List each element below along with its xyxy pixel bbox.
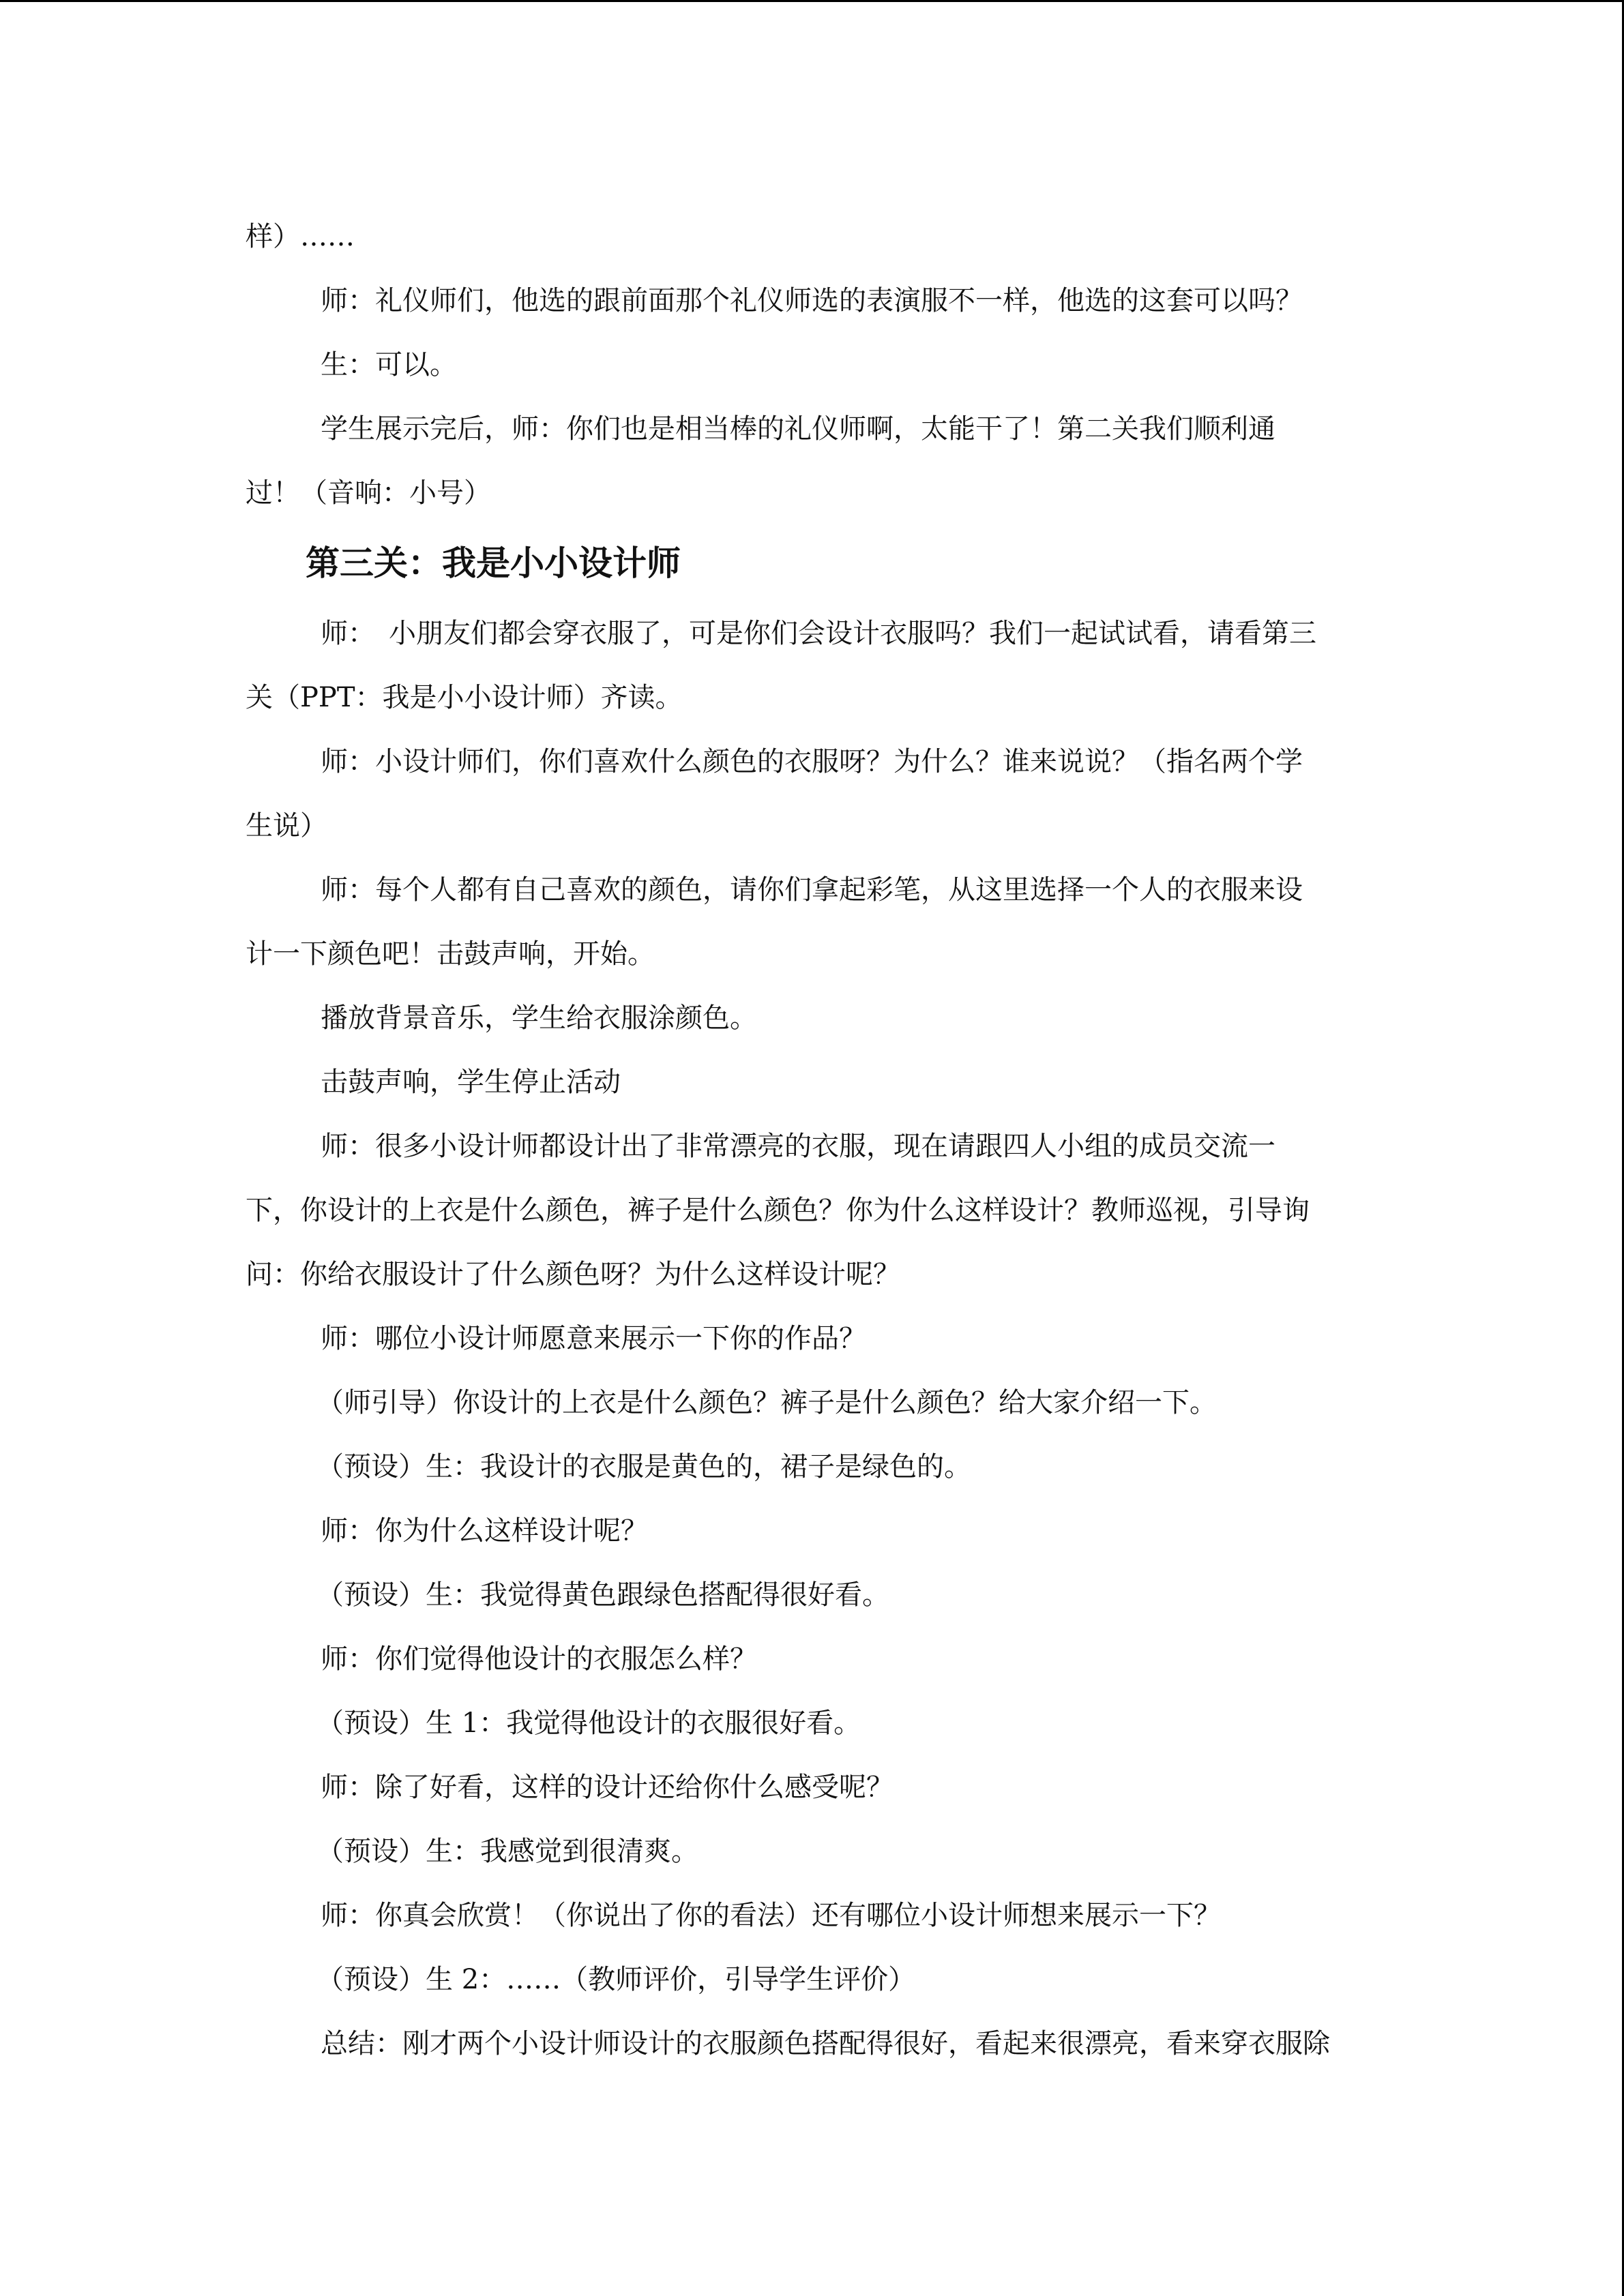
paragraph-line: 师：你为什么这样设计呢？	[321, 1515, 648, 1547]
document-body	[246, 205, 1391, 2076]
paragraph-line: （预设）生 2：……（教师评价，引导学生评价）	[316, 1964, 916, 1995]
paragraph-line: 师：除了好看，这样的设计还给你什么感受呢？	[321, 1772, 894, 1803]
paragraph-line: 下，你设计的上衣是什么颜色，裤子是什么颜色？你为什么这样设计？教师巡视，引导询	[246, 1195, 1310, 1226]
paragraph-line: （预设）生：我感觉到很清爽。	[316, 1836, 698, 1867]
paragraph-line: 关（PPT：我是小小设计师）齐读。	[246, 682, 683, 713]
paragraph-line: 击鼓声响，学生停止活动	[321, 1067, 621, 1098]
paragraph-line: 师：很多小设计师都设计出了非常漂亮的衣服，现在请跟四人小组的成员交流一	[321, 1131, 1275, 1162]
paragraph-line: 问：你给衣服设计了什么颜色呀？为什么这样设计呢？	[246, 1259, 900, 1290]
section-heading: 第三关：我是小小设计师	[306, 543, 681, 583]
paragraph-line: （预设）生 1：我觉得他设计的衣服很好看。	[316, 1708, 861, 1739]
paragraph-line: （师引导）你设计的上衣是什么颜色？裤子是什么颜色？给大家介绍一下。	[316, 1387, 1217, 1418]
paragraph-line: 师：礼仪师们，他选的跟前面那个礼仪师选的表演服不一样，他选的这套可以吗？	[321, 285, 1303, 316]
paragraph-line: 师：你真会欣赏！（你说出了你的看法）还有哪位小设计师想来展示一下？	[321, 1900, 1221, 1931]
paragraph-line: 样）……	[246, 221, 355, 252]
page-border-top	[0, 0, 1624, 2]
paragraph-line: 生：可以。	[321, 349, 457, 381]
paragraph-line: 师： 小朋友们都会穿衣服了，可是你们会设计衣服吗？我们一起试试看，请看第三	[321, 618, 1316, 649]
paragraph-line: 总结：刚才两个小设计师设计的衣服颜色搭配得很好，看起来很漂亮，看来穿衣服除	[321, 2028, 1330, 2059]
paragraph-line: 师：哪位小设计师愿意来展示一下你的作品？	[321, 1323, 866, 1354]
paragraph-line: 学生展示完后，师：你们也是相当棒的礼仪师啊，太能干了！第二关我们顺利通	[321, 413, 1275, 445]
paragraph-line: 播放背景音乐，学生给衣服涂颜色。	[321, 1002, 757, 1034]
paragraph-line: 师：每个人都有自己喜欢的颜色，请你们拿起彩笔，从这里选择一个人的衣服来设	[321, 874, 1303, 906]
paragraph-line: （预设）生：我设计的衣服是黄色的，裙子是绿色的。	[316, 1451, 971, 1482]
paragraph-line: 师：小设计师们，你们喜欢什么颜色的衣服呀？为什么？谁来说说？（指名两个学	[321, 746, 1303, 777]
paragraph-line: 生说）	[246, 810, 327, 841]
paragraph-line: （预设）生：我觉得黄色跟绿色搭配得很好看。	[316, 1579, 889, 1611]
paragraph-line: 过！（音响：小号）	[246, 477, 491, 509]
paragraph-line: 师：你们觉得他设计的衣服怎么样？	[321, 1643, 757, 1675]
paragraph-line: 计一下颜色吧！击鼓声响，开始。	[246, 938, 655, 970]
